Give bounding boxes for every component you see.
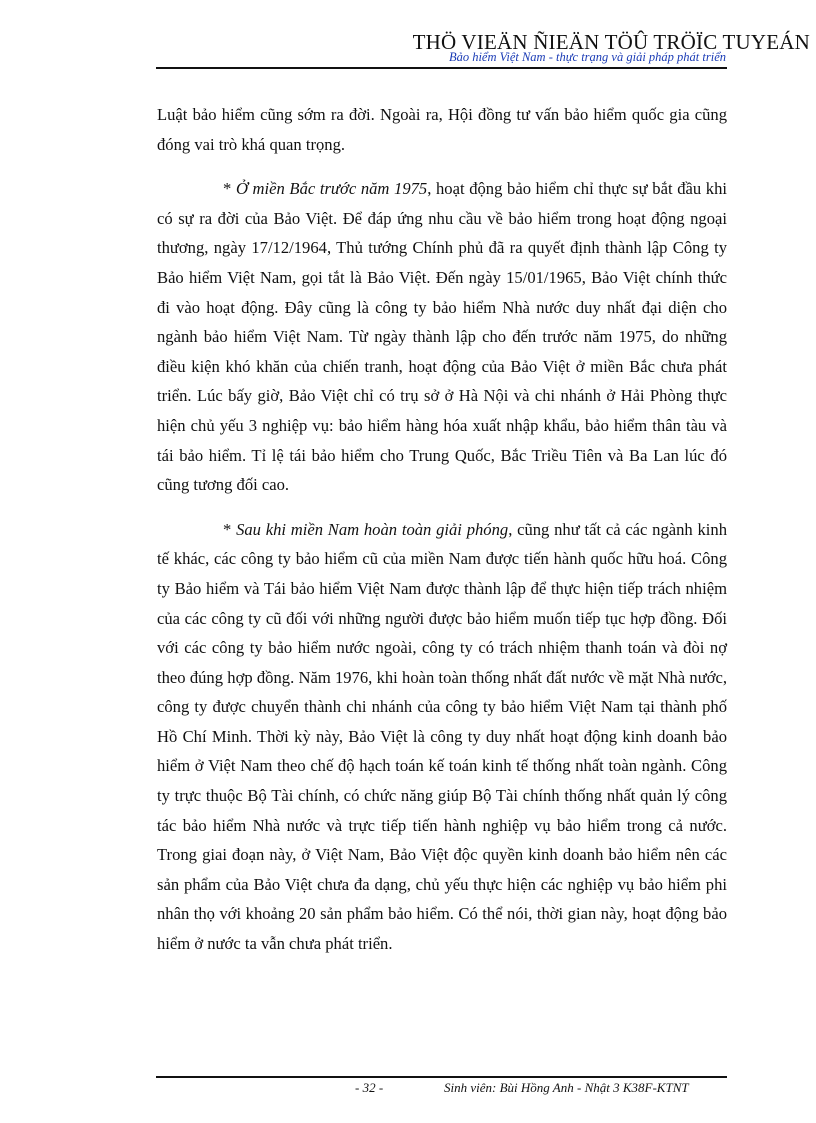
paragraph-2: [157, 174, 727, 500]
paragraph-1: Luật bảo hiểm cũng sớm ra đời. Ngoài ra, Hội đồng tư vấn bảo hiểm quốc gia cũng đóng vai trò khá quan trọng.: [157, 105, 727, 154]
header-rule: [156, 67, 727, 69]
running-header-title: Bảo hiểm Việt Nam - thực trạng và giải pháp phát triển: [448, 50, 726, 64]
body-text: [157, 100, 727, 974]
page-number: - 32 -: [355, 1080, 384, 1095]
paragraph-3-text: , cũng như tất cả các ngành kinh tế khác, các công ty bảo hiểm cũ của miền Nam được tiến hành quốc hữu hoá. Công ty Bảo hiểm và Tái bảo hiểm Việt Nam được thành lập để thực hiện tiếp trách nhiệm của các công ty cũ đối với những người được bảo hiểm muốn tiếp tục hợp đồng. Đối với các công ty bảo hiểm nước ngoài, công ty có trách nhiệm thanh toán và đòi nợ theo đúng hợp đồng. Năm 1976, khi hoàn toàn thống nhất đất nước về mặt Nhà nước, công ty được chuyển thành chi nhánh của công ty bảo hiểm Việt Nam tại thành phố Hồ Chí Minh. Thời kỳ này, Bảo Việt là công ty duy nhất hoạt động kinh doanh bảo hiểm ở Việt Nam theo chế độ hạch toán kế toán kinh tế thống nhất toàn ngành. Công ty trực thuộc Bộ Tài chính, có chức năng giúp Bộ Tài chính thống nhất quản lý công tác bảo hiểm Nhà nước và trực tiếp tiến hành nghiệp vụ bảo hiểm trong cả nước. Trong giai đoạn này, ở Việt Nam, Bảo Việt độc quyền kinh doanh bảo hiểm nên các sản phẩm của Bảo Việt chưa đa dạng, chủ yếu thực hiện các nghiệp vụ bảo hiểm phi nhân thọ với khoảng 20 sản phẩm bảo hiểm. Có thể nói, thời gian này, hoạt động bảo hiểm ở nước ta vẫn chưa phát triển.: [157, 519, 727, 954]
paragraph-2-text: , hoạt động bảo hiểm chỉ thực sự bắt đầu khi có sự ra đời của Bảo Việt. Để đáp ứng nhu cầu về bảo hiểm trong hoạt động ngoại thương, ngày 17/12/1964, Thủ tướng Chính phủ đã ra quyết định thành lập Công ty Bảo hiểm Việt Nam, gọi tắt là Bảo Việt. Đến ngày 15/01/1965, Bảo Việt chính thức đi vào hoạt động. Đây cũng là công ty bảo hiểm Nhà nước duy nhất đại diện cho ngành bảo hiểm Việt Nam. Từ ngày thành lập cho đến trước năm 1975, do những điều kiện khó khăn của chiến tranh, hoạt động của Bảo Việt ở miền Bắc chưa phát triển. Lúc bấy giờ, Bảo Việt chỉ có trụ sở ở Hà Nội và chi nhánh ở Hải Phòng thực hiện chủ yếu 3 nghiệp vụ: bảo hiểm hàng hóa xuất nhập khẩu, bảo hiểm thân tàu và tái bảo hiểm. Tỉ lệ tái bảo hiểm cho Trung Quốc, Bắc Triều Tiên và Ba Lan lúc đó cũng tương đối cao.: [157, 179, 728, 495]
paragraph-2-lead: Ở miền Bắc trước năm 1975: [235, 179, 428, 199]
paragraph-3-lead: Sau khi miền Nam hoàn toàn giải phóng: [236, 519, 509, 539]
paragraph-2-bullet: *: [223, 179, 236, 199]
student-credit: Sinh viên: Bùi Hồng Anh - Nhật 3 K38F-KTNT: [444, 1080, 689, 1095]
paragraph-3-bullet: *: [223, 519, 237, 539]
footer-rule: [156, 1076, 727, 1078]
paragraph-3: [157, 515, 727, 959]
library-watermark: THÖ VIEÄN ÑIEÄN TÖÛ TRÖÏC TUYEÁN: [412, 30, 810, 54]
